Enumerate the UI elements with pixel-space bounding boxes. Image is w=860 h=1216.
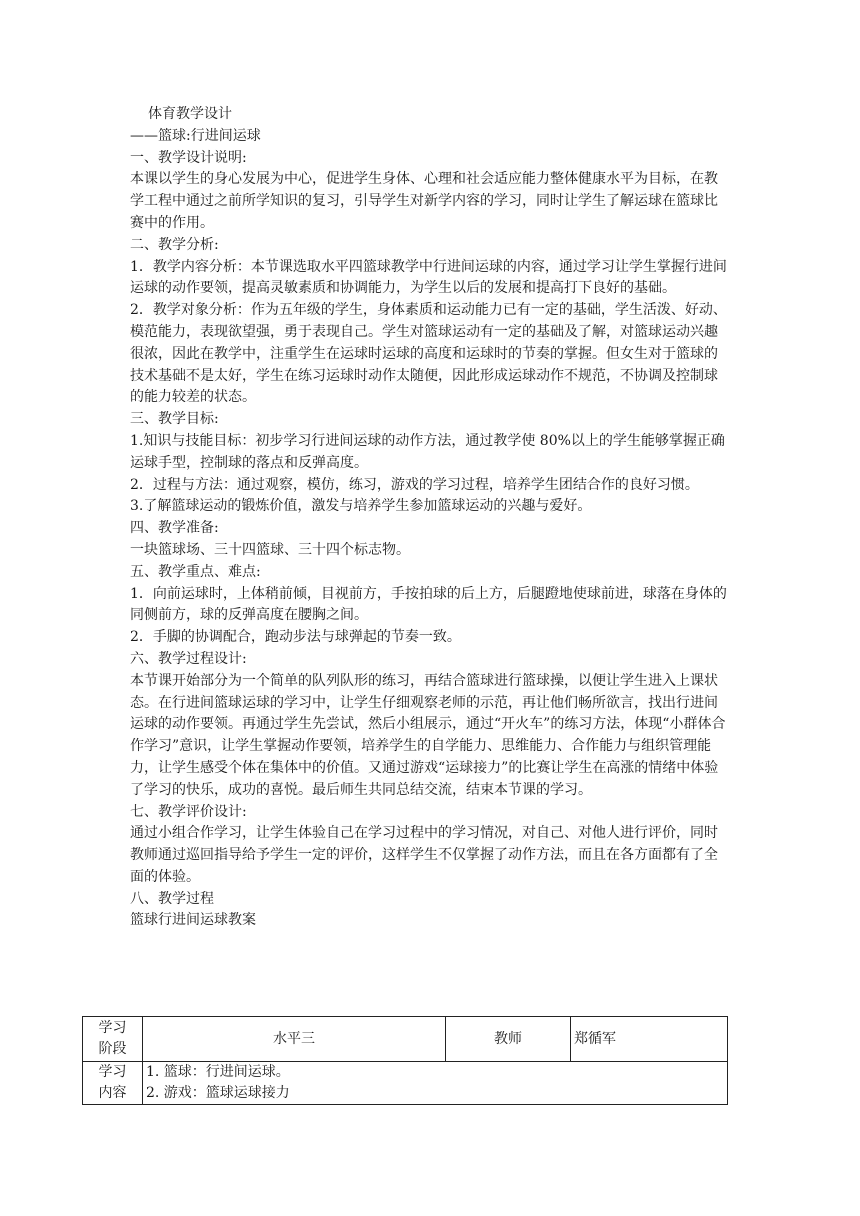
teacher-label-cell: 教师: [446, 1017, 571, 1062]
document-subtitle: ——篮球:行进间运球: [130, 127, 261, 144]
paragraph: 本节课开始部分为一个简单的队列队形的练习，再结合篮球进行篮球操，以便让学生进入上课状态。在行进间篮球运球的学习中，让学生仔细观察老师的示范，再让他们畅所欲言，找出行进间运球的动作要领。再通过学生先尝试，然后小组展示，通过“开火车”的练习方法，体现“小群体合作学习”意识，让学生掌握动作要领，培养学生的自学能力、思维能力、合作能力与组织管理能力，让学生感受个体在集体中的价值。又通过游戏“运球接力”的比赛让学生在高涨的情绪中体验了学习的快乐，成功的喜悦。最后师生共同总结交流，结束本节课的学习。: [130, 672, 726, 798]
section-heading: 六、教学过程设计:: [130, 650, 247, 667]
stage-label-line1: 学习: [98, 1020, 127, 1036]
paragraph: 2．手脚的协调配合，跑动步法与球弹起的节奏一致。: [130, 629, 461, 646]
paragraph: 3.了解篮球运动的锻炼价值，激发与培养学生参加篮球运动的兴趣与爱好。: [130, 498, 592, 515]
section-heading: 五、教学重点、难点:: [130, 563, 261, 580]
list-item: 2. 游戏：篮球运球接力: [146, 1085, 290, 1101]
lesson-plan-table: [82, 1016, 728, 1105]
paragraph: 1.知识与技能目标：初步学习行进间运球的动作方法，通过教学使 80%以上的学生能够掌握正确运球手型，控制球的落点和反弹高度。: [130, 432, 725, 471]
paragraph: 1．教学内容分析：本节课选取水平四篮球教学中行进间运球的内容，通过学习让学生掌握行进间运球的动作要领，提高灵敏素质和协调能力，为学生以后的发展和提高打下良好的基础。: [130, 258, 727, 297]
paragraph: 本课以学生的身心发展为中心，促进学生身体、心理和社会适应能力整体健康水平为目标，在教学工程中通过之前所学知识的复习，引导学生对新学内容的学习，同时让学生了解运球在篮球比赛中的作用。: [130, 171, 718, 231]
content-label-cell: [83, 1062, 143, 1105]
paragraph: 2．过程与方法：通过观察，模仿，练习，游戏的学习过程，培养学生团结合作的良好习惯。: [130, 476, 699, 493]
level-cell: 水平三: [143, 1017, 446, 1062]
stage-label-cell: [83, 1017, 143, 1062]
section-heading: 二、教学分析:: [130, 236, 219, 253]
list-item: 1. 篮球：行进间运球。: [146, 1064, 290, 1080]
stage-label-line2: 阶段: [98, 1041, 127, 1057]
document-title: 体育教学设计: [148, 106, 232, 122]
content-items-cell: [143, 1062, 728, 1105]
section-heading: 三、教学目标:: [130, 411, 219, 428]
content-label-line1: 学习: [98, 1064, 127, 1080]
plan-title: 篮球行进间运球教案: [130, 912, 256, 929]
document-body: [130, 104, 730, 932]
section-heading: 八、教学过程: [130, 890, 214, 907]
paragraph: 1．向前运球时，上体稍前倾，目视前方，手按拍球的后上方，后腿蹬地使球前进，球落在身体的同侧前方，球的反弹高度在腰胸之间。: [130, 585, 727, 624]
content-label-line2: 内容: [98, 1085, 127, 1101]
table-row: [83, 1062, 728, 1105]
teacher-name-cell: 郑循军: [571, 1017, 728, 1062]
paragraph: 2．教学对象分析：作为五年级的学生，身体素质和运动能力已有一定的基础，学生活泼、好动、模范能力，表现欲望强，勇于表现自己。学生对篮球运动有一定的基础及了解，对篮球运动兴趣很浓，因此在教学中，注重学生在运球时运球的高度和运球时的节奏的掌握。但女生对于篮球的技术基础不是太好，学生在练习运球时动作太随便，因此形成运球动作不规范，不协调及控制球的能力较差的状态。: [130, 302, 727, 406]
paragraph: 通过小组合作学习，让学生体验自己在学习过程中的学习情况，对自己、对他人进行评价，同时教师通过巡回指导给予学生一定的评价，这样学生不仅掌握了动作方法，而且在各方面都有了全面的体验。: [130, 825, 718, 885]
section-heading: 一、教学设计说明:: [130, 149, 247, 166]
section-heading: 七、教学评价设计:: [130, 803, 247, 820]
paragraph: 一块篮球场、三十四篮球、三十四个标志物。: [130, 541, 410, 558]
table-row: [83, 1017, 728, 1062]
section-heading: 四、教学准备:: [130, 520, 219, 537]
